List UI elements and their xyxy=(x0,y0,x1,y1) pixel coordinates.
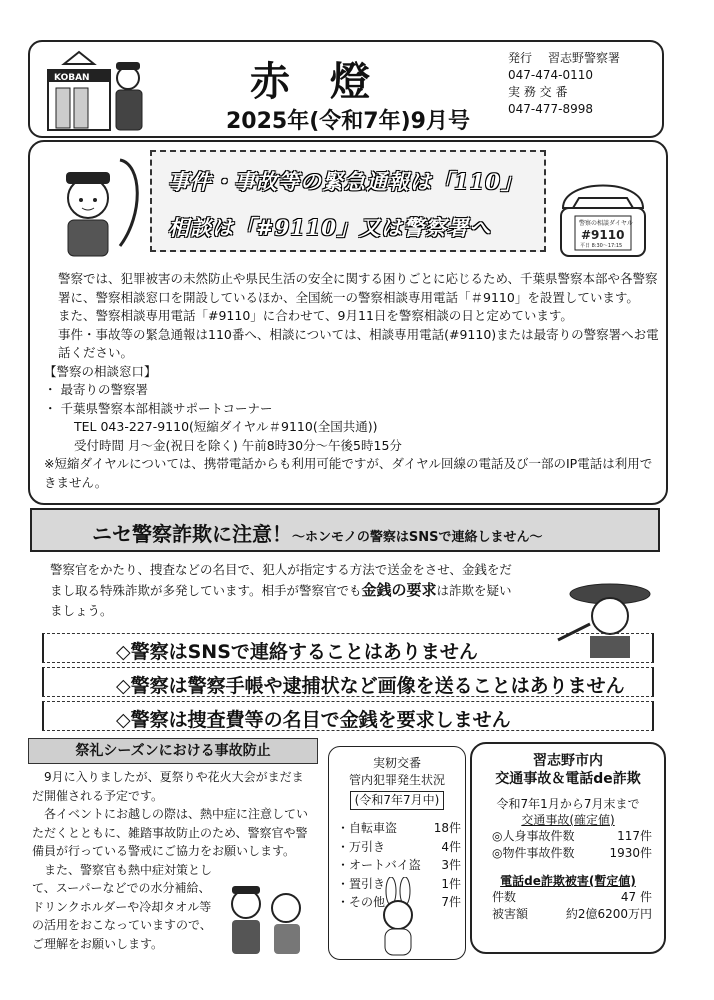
publisher-name: 習志野警察署 xyxy=(548,51,621,65)
crime-count: 1件 xyxy=(441,876,461,891)
fraud-count-value: 47 件 xyxy=(620,890,652,904)
fraud-amount-row xyxy=(472,906,664,923)
officer-phone-illustration xyxy=(50,154,146,264)
fraud-subtitle: ～ホンモノの警察はSNSで連絡しません～ xyxy=(292,530,543,545)
fraud-count-label: 件数 xyxy=(492,890,517,904)
crime-count: 18件 xyxy=(433,821,461,835)
warning-money xyxy=(42,701,654,731)
crime-count: 7件 xyxy=(441,895,461,909)
property-value: 1930件 xyxy=(609,846,652,860)
warning-sns-text: ◇警察はSNSで連絡することはありません xyxy=(116,641,478,663)
fraud-heading xyxy=(92,518,542,547)
fraud-body-bold: 金銭の要求 xyxy=(361,581,437,599)
fraud-count-row xyxy=(472,889,664,906)
sticker-number: #9110 xyxy=(581,228,625,242)
fraud-amount-label: 被害額 xyxy=(492,907,529,921)
warning-sns xyxy=(42,633,654,663)
telephone-9110-illustration xyxy=(553,168,653,260)
hours-line: 受付時間 月〜金(祝日を除く) 午前8時30分〜午後5時15分 xyxy=(74,437,402,453)
crime-label: ・その他 xyxy=(337,895,386,909)
fraud-title: ニセ警察詐欺に注意！ xyxy=(92,522,292,546)
masthead xyxy=(28,40,664,138)
stats-period-block xyxy=(472,796,664,828)
injury-value: 117件 xyxy=(617,829,652,843)
window-title: 【警察の相談窓口】 xyxy=(44,363,157,379)
fake-police-fraud-header xyxy=(30,508,660,552)
stats-title-2: 交通事故＆電話de詐欺 xyxy=(495,771,641,787)
crime-count: 3件 xyxy=(441,858,461,872)
koban-officer-illustration xyxy=(44,48,152,134)
koban-crime-stats xyxy=(328,746,466,960)
warning-images-text: ◇警察は警察手帳や逮捕状など画像を送ることはありません xyxy=(116,675,625,697)
sticker-hours: 平日 8:30〜17:15 xyxy=(580,243,623,249)
stats-period: 令和7年1月から7月末まで xyxy=(496,797,640,811)
crime-label: ・置引き xyxy=(337,876,386,891)
injury-row xyxy=(472,828,664,845)
consultation-section xyxy=(28,140,668,505)
fraud-body-post: は詐欺を疑いましょう。 xyxy=(50,583,512,618)
warning-money-text: ◇警察は捜査費等の名目で金銭を要求しません xyxy=(116,709,511,731)
fraud-description xyxy=(50,560,520,621)
traffic-fraud-stats xyxy=(470,742,666,954)
issue-date: 2025年(令和7年)9月号 xyxy=(226,109,470,134)
crime-count: 4件 xyxy=(441,839,461,854)
crime-label: ・自転車盗 xyxy=(337,821,398,835)
koban-sign-text: KOBAN xyxy=(54,73,90,83)
koban-phone: 047-477-8998 xyxy=(508,102,594,116)
festival-p2: 各イベントにお越しの際は、熱中症に注意していただくとともに、雑踏事故防止のため、警察官や警備員が行っている警戒にご協力をお願いします。 xyxy=(32,807,309,858)
publisher-block xyxy=(508,50,620,118)
fraud-body-pre: 警察官をかたり、捜査などの名目で、犯人が指定する方法で送金をさせ、金銭をだまし取る特殊詐欺が多発しています。相手が警察官でも xyxy=(50,562,512,598)
festival-title: 祭礼シーズンにおける事故防止 xyxy=(28,738,318,764)
stats-title-1: 習志野市内 xyxy=(533,753,603,769)
emergency-banner xyxy=(150,150,546,252)
publisher-label: 発行 xyxy=(508,51,533,65)
para-3: 事件・事故等の緊急通報は110番へ、相談については、相談専用電話(#9110)または最寄りの警察署へお電話ください。 xyxy=(58,326,659,360)
crime-stats-period: (令和7年7月中) xyxy=(350,791,445,810)
para-1: 警察では、犯罪被害の未然防止や県民生活の安全に関する困りごとに応じるため、千葉県警察本部や各警察署に、警察相談窓口を開設しているほか、全国統一の警察相談専用電話「＃9110」を設置しています。 xyxy=(58,271,658,305)
stats-title xyxy=(472,752,664,788)
crime-row xyxy=(337,819,461,838)
officers-illustration xyxy=(218,878,314,958)
crime-label: ・オートバイ盗 xyxy=(337,858,421,872)
property-row xyxy=(472,845,664,862)
fraud-amount-value: 約2億6200万円 xyxy=(565,907,652,921)
koban-label: 実 務 交 番 xyxy=(508,85,568,99)
koban-name: 実籾交番 xyxy=(372,756,421,770)
consultation-text xyxy=(44,270,660,492)
newsletter-title: 赤燈 xyxy=(250,58,410,105)
crime-stats-header xyxy=(329,755,465,810)
crime-row xyxy=(337,856,461,875)
publisher-phone: 047-474-0110 xyxy=(508,68,594,82)
note-line: ※短縮ダイヤルについては、携帯電話からも利用可能ですが、ダイヤル回線の電話及び一部のIP電話は利用できません。 xyxy=(44,456,653,490)
festival-p3: また、警察官も熱中症対策として、スーパーなどでの水分補給、ドリンクホルダーや冷却タオル等の活用をおこなっていますので、ご理解をお願いします。 xyxy=(32,862,213,951)
festival-p1: 9月に入りましたが、夏祭りや花火大会がまだまだ開催される予定です。 xyxy=(32,770,304,803)
tel-line: TEL 043-227-9110(短縮ダイヤル＃9110(全国共通)) xyxy=(74,419,378,434)
sticker-label: 警察の相談ダイヤル xyxy=(579,220,633,227)
property-label: ◎物件事故件数 xyxy=(492,846,575,860)
window-item-1: ・ 最寄りの警察署 xyxy=(44,382,148,397)
window-item-2: ・ 千葉県警察本部相談サポートコーナー xyxy=(44,400,273,416)
slogan-emergency: 事件・事故等の緊急通報は「110」 xyxy=(168,169,523,194)
para-2: また、警察相談専用電話「#9110」に合わせて、9月11日を警察相談の日と定めています。 xyxy=(58,308,573,323)
slogan-consult: 相談は「#9110」又は警察署へ xyxy=(168,215,492,240)
crime-stats-title: 管内犯罪発生状況 xyxy=(348,773,445,787)
crime-label: ・万引き xyxy=(337,839,386,854)
fraud-label: 電話de詐欺被害(暫定値) xyxy=(500,874,636,888)
festival-safety-section xyxy=(28,738,328,960)
warning-images xyxy=(42,667,654,697)
rabbit-mascot-illustration xyxy=(371,877,425,957)
injury-label: ◎人身事故件数 xyxy=(492,829,575,843)
accident-label: 交通事故(確定値) xyxy=(521,813,615,827)
crime-row xyxy=(337,838,461,857)
